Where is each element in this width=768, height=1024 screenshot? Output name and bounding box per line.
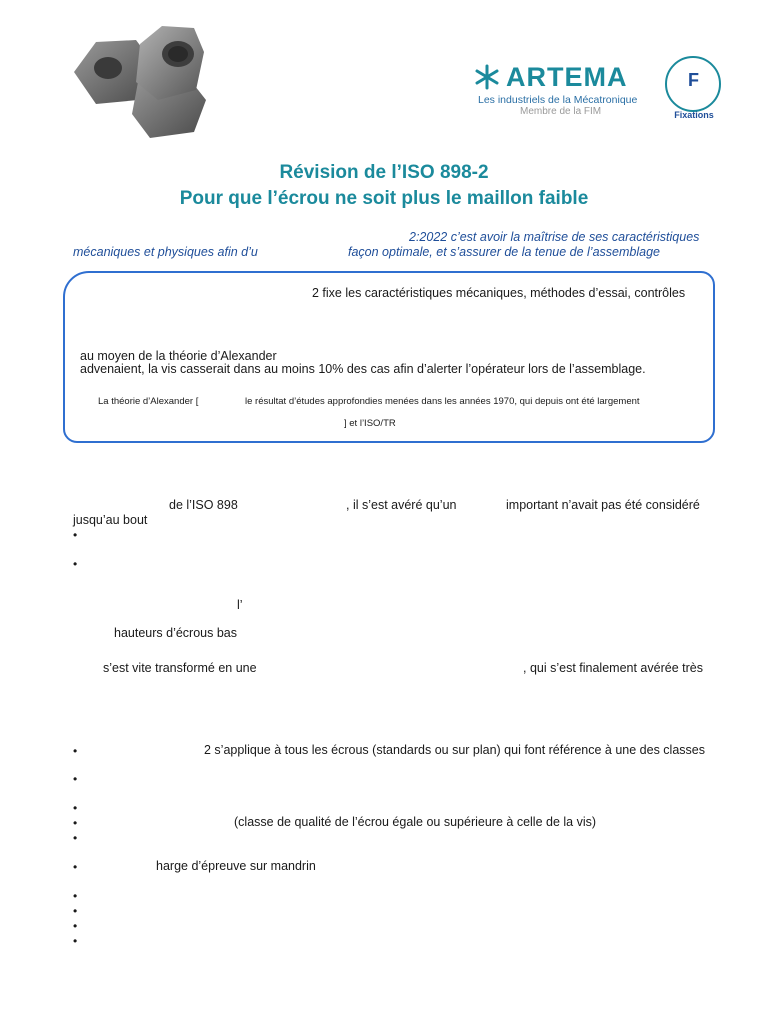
bullet-marker: •	[73, 904, 78, 918]
body-p1-a: de l’ISO 898	[169, 498, 238, 512]
body-p1-b: , il s’est avéré qu’un	[346, 498, 457, 512]
bullet-text-1: 2 s’applique à tous les écrous (standards ou sur plan) qui font référence à une des classes	[204, 743, 705, 757]
box-line-3: advenaient, la vis casserait dans au moins 10% des cas afin d’alerter l’opérateur lors de l’assemblage.	[80, 362, 646, 376]
artema-tagline: Les industriels de la Mécatronique	[478, 94, 638, 106]
bullet-marker: •	[73, 831, 78, 845]
hex-nuts-image	[66, 22, 216, 144]
fixations-badge	[665, 56, 723, 120]
box-line-1: 2 fixe les caractéristiques mécaniques, méthodes d’essai, contrôles	[312, 286, 686, 300]
box-line-2: au moyen de la théorie d’Alexander	[80, 349, 277, 363]
bullet-marker: •	[73, 934, 78, 948]
body-apostrophe: l’	[237, 598, 243, 612]
bullet-marker: •	[73, 919, 78, 933]
body-hauteurs: hauteurs d’écrous bas	[114, 626, 237, 640]
bullet-marker: •	[73, 528, 78, 542]
body-p2-b: , qui s’est finalement avérée très	[523, 661, 703, 675]
intro-line-2b: façon optimale, et s’assurer de la tenue de l’assemblage	[348, 245, 660, 259]
artema-member: Membre de la FIM	[520, 106, 602, 117]
intro-line-1: 2:2022 c’est avoir la maîtrise de ses caractéristiques	[409, 230, 700, 244]
badge-letter: F	[688, 70, 699, 90]
badge-label: Fixations	[674, 110, 714, 120]
bullet-marker: •	[73, 801, 78, 815]
artema-brand: ARTEMA	[506, 62, 628, 92]
box-note-1b: le résultat d’études approfondies menées dans les années 1970, qui depuis ont été largement	[245, 396, 640, 407]
box-note-2: ] et l’ISO/TR	[344, 418, 396, 429]
body-p1-d: jusqu’au bout	[73, 513, 148, 527]
bullet-marker: •	[73, 557, 78, 571]
artema-star-icon	[474, 64, 500, 90]
artema-logo	[474, 62, 654, 118]
bullet-text-4: (classe de qualité de l’écrou égale ou supérieure à celle de la vis)	[234, 815, 597, 829]
bullet-marker: •	[73, 816, 78, 830]
bullet-text-6: harge d’épreuve sur mandrin	[156, 859, 316, 873]
bullet-marker: •	[73, 744, 78, 758]
intro-line-2a: mécaniques et physiques afin d’u	[73, 245, 258, 259]
bullet-marker: •	[73, 772, 78, 786]
page-title: Révision de l’ISO 898-2	[279, 162, 489, 183]
box-note-1a: La théorie d’Alexander [	[98, 396, 199, 407]
bullet-marker: •	[73, 860, 78, 874]
bullet-marker: •	[73, 889, 78, 903]
body-p2-a: s’est vite transformé en une	[103, 661, 257, 675]
body-p1-c: important n’avait pas été considéré	[506, 498, 700, 512]
page-subtitle: Pour que l’écrou ne soit plus le maillon faible	[179, 188, 589, 209]
